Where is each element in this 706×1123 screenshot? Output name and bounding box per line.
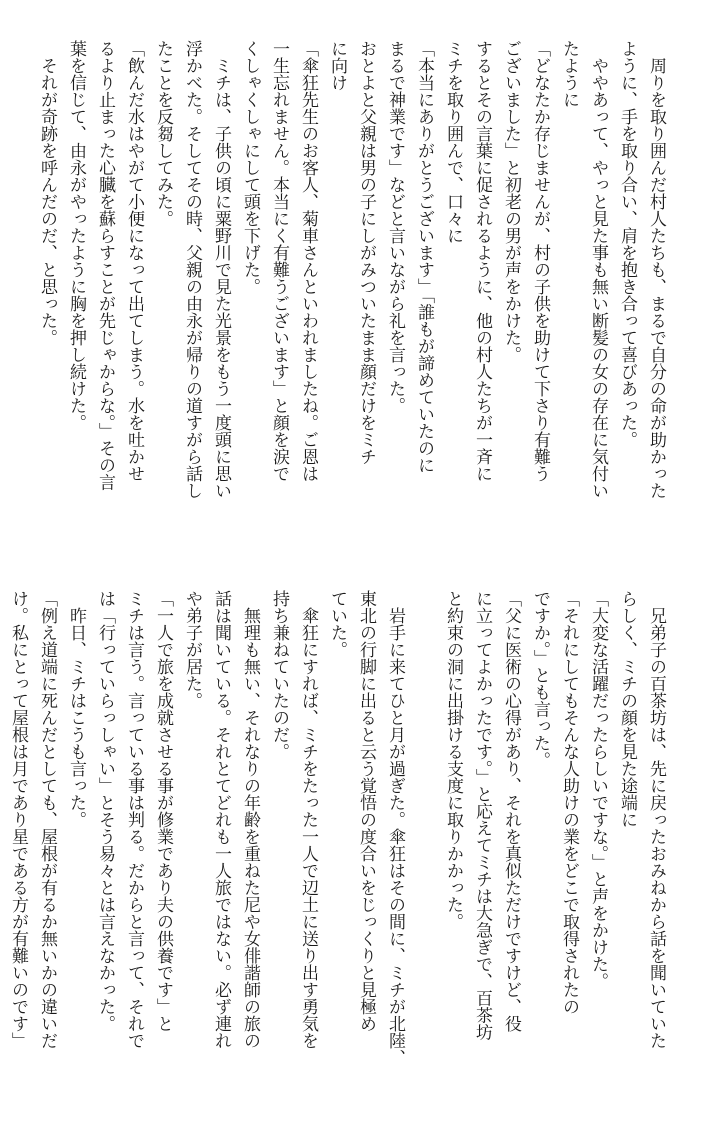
text-line: ございました」と初老の男が声をかけた。 [501,40,521,363]
text-line: に立ってよかったです。」と応えてミチは大急ぎで、百茶坊 [472,590,492,1041]
text-line: 「一人で旅を成就させる事が修業であり夫の供養です」と [153,590,173,1032]
text-line: 周りを取り囲んだ村人たちも、まるで自分の命が助かった [646,40,666,499]
text-line: 一生忘れません。本当にく有難うございます」と顔を涙で [269,40,289,482]
text-line: 「大変な活躍だったらしいですな。」と声をかけた。 [588,590,608,990]
text-line: 無理も無い、それなりの年齢を重ねた尼や女俳諧師の旅の [240,590,260,1049]
text-line: 葉を信じて、由永がやったように胸を押し続けた。 [66,40,86,431]
text-line: 持ち兼ねていたのだ。 [269,590,289,760]
text-line: まるで神業です」などと言いながら礼を言った。 [385,40,405,414]
text-line: するとその言葉に促されるように、他の村人たちが一斉に [472,40,492,482]
text-line: それが奇跡を呼んだのだ、と思った。 [37,40,57,346]
text-line: 傘狂にすれば、ミチをたった一人で辺土に送り出す勇気を [298,590,318,1049]
text-line: ミチを取り囲んで、口々に [443,40,463,244]
text-line: 岩手に来てひと月が過ぎた。傘狂はその間に、ミチが北陸、 [385,590,405,1066]
text-line: たように [559,40,579,108]
text-line: 昨日、ミチはこうも言った。 [66,590,86,828]
text-line: 浮かべた。そしてその時、父親の由永が帰りの道すがら話し [182,40,202,499]
text-line: に向け [327,40,347,91]
text-line: 東北の行脚に出ると云う覚悟の度合いをじっくりと見極め [356,590,376,1032]
text-line: らしく、ミチの顔を見た途端に [617,590,637,828]
text-line: たことを反芻してみた。 [153,40,173,227]
text-line: るより止まった心臓を蘇らすことが先じゃからな。」その言 [95,40,115,491]
text-line: 「それにしてもそんな人助けの業をどこで取得されたの [559,590,579,1015]
text-line: くしゃくしゃにして頭を下げた。 [240,40,260,295]
text-line: 「どなたか存じませんが、村の子供を助けて下さり有難う [530,40,550,482]
text-line: 話は聞いている。それとてどれも一人旅ではない。必ず連れ [211,590,231,1049]
text-line [409,590,438,1115]
text-line: ていた。 [327,590,347,658]
text-line: 「例え道端に死んだとしても、屋根が有るか無いかの違いだ [37,590,57,1049]
text-line: け。私にとって屋根は月であり星である方が有難いのです」 [8,590,28,1049]
text-line: ように、手を取り合い、肩を抱き合って喜びあった。 [617,40,637,448]
text-line: ミチは、子供の頃に粟野川で見た光景をもう一度頭に思い [211,40,231,499]
text-line: と約束の洞に出掛ける支度に取りかかった。 [443,590,463,930]
text-line: や弟子が居た。 [182,590,202,709]
text-block-upper [30,40,670,565]
text-line: ですか。」とも言った。 [530,590,550,769]
text-line: 「父に医術の心得があり、それを真似ただけですけど、役 [501,590,521,1032]
text-line: 「飲んだ水はやがて小便になって出てしまう。水を吐かせ [124,40,144,482]
text-line: おとよと父親は男の子にしがみついたまま顔だけをミチ [356,40,376,465]
text-line: ミチは言う。言っている事は判る。だからと言って、それで [124,590,144,1049]
text-line: ややあって、やっと見た事も無い断髪の女の存在に気付い [588,40,608,499]
text-line: 「本当にありがとうございます」「誰もが諦めていたのに [414,40,434,474]
text-line: 「傘狂先生のお客人、菊車さんといわれましたね。ご恩は [298,40,318,482]
text-line: 兄弟子の百茶坊は、先に戻ったおみねから話を聞いていた [646,590,666,1049]
text-line: は「行っていらっしゃい」とそう易々とは言えなかった。 [95,590,115,1032]
text-block-lower [8,590,670,1115]
